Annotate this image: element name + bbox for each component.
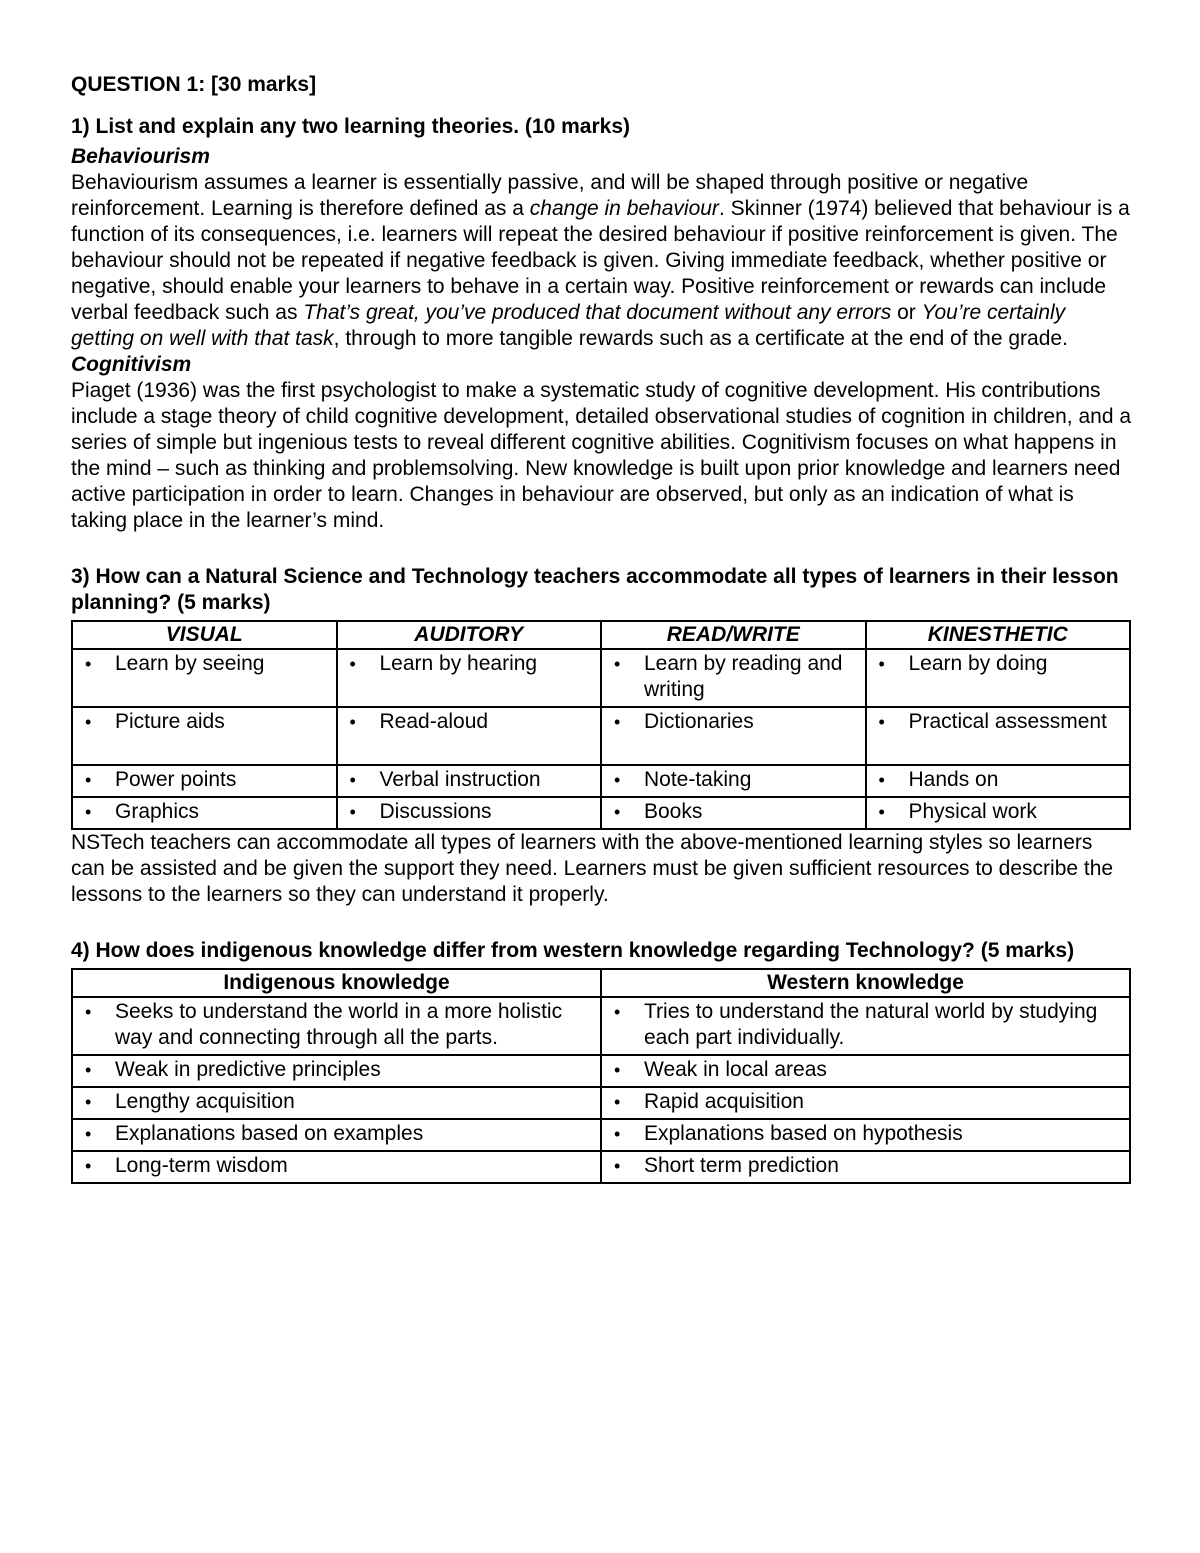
bullet-icon: • (614, 770, 621, 790)
bullet-icon: • (85, 1156, 92, 1176)
cell-text: Discussions (379, 800, 492, 823)
cognitivism-title: Cognitivism (71, 353, 192, 376)
behaviourism-emphasis-2: That’s great, you’ve produced that document without any errors (303, 301, 892, 324)
table-row (72, 997, 1130, 1055)
bullet-icon: • (85, 1124, 92, 1144)
bullet-icon: • (349, 770, 356, 790)
bullet-icon: • (614, 1124, 621, 1144)
spacer (71, 908, 1131, 938)
behaviourism-text-1: Behaviourism assumes a learner is essentially passive, and will be shaped through positive or negative reinforcement. Learning is therefore defined as a (71, 171, 1029, 220)
table-cell (601, 1087, 1130, 1119)
bullet-icon: • (878, 802, 885, 822)
bullet-icon: • (85, 654, 92, 674)
table-cell (72, 1151, 601, 1183)
q3-conclusion: NSTech teachers can accommodate all types of learners with the above-mentioned learning styles so learners can be assisted and be given the support they need. Learners must be given sufficient resources to describe the lessons to the learners so they can understand it properly. (71, 831, 1114, 906)
bullet-icon: • (349, 654, 356, 674)
table-cell (601, 997, 1130, 1055)
bullet-icon: • (349, 712, 356, 732)
q3-heading: 3) How can a Natural Science and Technology teachers accommodate all types of learners in their lesson planning? (5 marks) (71, 565, 1119, 614)
knowledge-header-row (72, 969, 1130, 997)
table-cell (866, 765, 1131, 797)
behaviourism-text-3: or (891, 301, 922, 324)
table-cell (72, 765, 337, 797)
cell-text: Note-taking (644, 768, 752, 791)
bullet-icon: • (614, 654, 621, 674)
table-cell (72, 707, 337, 765)
table-cell (866, 707, 1131, 765)
q4-heading: 4) How does indigenous knowledge differ from western knowledge regarding Technology? (5 marks) (71, 939, 1075, 962)
cell-text: Graphics (115, 800, 200, 823)
cell-text: Picture aids (115, 710, 225, 733)
header-kinesthetic: KINESTHETIC (866, 621, 1131, 649)
table-cell (72, 1119, 601, 1151)
table-cell (72, 797, 337, 829)
question-title: QUESTION 1: [30 marks] (71, 73, 317, 96)
table-row (72, 765, 1130, 797)
cell-text: Verbal instruction (379, 768, 541, 791)
table-cell (72, 1087, 601, 1119)
table-cell (337, 649, 602, 707)
table-row (72, 707, 1130, 765)
learning-styles-table (71, 620, 1131, 830)
cell-text: Explanations based on hypothesis (644, 1122, 963, 1145)
cell-text: Learn by doing (908, 652, 1048, 675)
cell-text: Books (644, 800, 703, 823)
knowledge-comparison-table (71, 968, 1131, 1184)
bullet-icon: • (85, 1060, 92, 1080)
document-content (71, 72, 1131, 1184)
cell-text: Learn by hearing (379, 652, 538, 675)
bullet-icon: • (85, 712, 92, 732)
cell-text: Hands on (908, 768, 999, 791)
cell-text: Practical assessment (908, 710, 1107, 733)
behaviourism-emphasis-1: change in behaviour (529, 197, 719, 220)
table-cell (337, 797, 602, 829)
cell-text: Physical work (908, 800, 1037, 823)
table-cell (601, 765, 866, 797)
learning-styles-header-row (72, 621, 1130, 649)
table-cell (601, 1055, 1130, 1087)
table-row (72, 1119, 1130, 1151)
cell-text: Dictionaries (644, 710, 754, 733)
behaviourism-emphasis-3: You’re certainly getting on well with that task (71, 301, 1066, 350)
cell-text: Power points (115, 768, 237, 791)
behaviourism-text-2: . Skinner (1974) believed that behaviour is a function of its consequences, i.e. learners will repeat the desired behaviour if positive reinforcement is given. The behaviour should not be repeated if negative feedback is given. Giving immediate feedback, whether positive or negative, should enable your learners to behave in a certain way. Positive reinforcement or rewards can include verbal feedback such as (71, 197, 1130, 324)
cell-text: Seeks to understand the world in a more holistic way and connecting through all the parts. (115, 1000, 563, 1049)
cell-text: Weak in local areas (644, 1058, 827, 1081)
table-row (72, 649, 1130, 707)
table-cell (337, 707, 602, 765)
table-cell (866, 797, 1131, 829)
bullet-icon: • (614, 1002, 621, 1022)
table-cell (601, 649, 866, 707)
cell-text: Tries to understand the natural world by studying each part individually. (644, 1000, 1098, 1049)
cell-text: Learn by reading and writing (644, 652, 843, 701)
header-western: Western knowledge (601, 969, 1130, 997)
cell-text: Explanations based on examples (115, 1122, 424, 1145)
bullet-icon: • (614, 1092, 621, 1112)
table-row (72, 1087, 1130, 1119)
bullet-icon: • (614, 802, 621, 822)
bullet-icon: • (614, 712, 621, 732)
table-cell (72, 1055, 601, 1087)
cell-text: Short term prediction (644, 1154, 839, 1177)
table-cell (866, 649, 1131, 707)
bullet-icon: • (349, 802, 356, 822)
bullet-icon: • (878, 770, 885, 790)
header-indigenous: Indigenous knowledge (72, 969, 601, 997)
behaviourism-paragraph (71, 170, 1131, 352)
table-row (72, 797, 1130, 829)
q1-heading: 1) List and explain any two learning theories. (10 marks) (71, 115, 630, 138)
bullet-icon: • (878, 654, 885, 674)
header-auditory: AUDITORY (337, 621, 602, 649)
bullet-icon: • (85, 1092, 92, 1112)
bullet-icon: • (614, 1156, 621, 1176)
table-cell (337, 765, 602, 797)
cell-text: Lengthy acquisition (115, 1090, 295, 1113)
bullet-icon: • (614, 1060, 621, 1080)
cell-text: Long-term wisdom (115, 1154, 288, 1177)
cell-text: Rapid acquisition (644, 1090, 804, 1113)
table-row (72, 1055, 1130, 1087)
cell-text: Weak in predictive principles (115, 1058, 381, 1081)
table-cell (72, 649, 337, 707)
behaviourism-text-4: , through to more tangible rewards such as a certificate at the end of the grade. (333, 327, 1068, 350)
table-cell (72, 997, 601, 1055)
table-cell (601, 707, 866, 765)
header-read-write: READ/WRITE (601, 621, 866, 649)
bullet-icon: • (85, 802, 92, 822)
cognitivism-paragraph: Piaget (1936) was the first psychologist to make a systematic study of cognitive development. His contributions include a stage theory of child cognitive development, detailed observational studies of cognition in children, and a series of simple but ingenious tests to reveal different cognitive abilities. Cognitivism focuses on what happens in the mind – such as thinking and problemsolving. New knowledge is built upon prior knowledge and learners need active participation in order to learn. Changes in behaviour are observed, but only as an indication of what is taking place in the learner’s mind. (71, 379, 1132, 532)
behaviourism-title: Behaviourism (71, 145, 210, 168)
table-cell (601, 1119, 1130, 1151)
bullet-icon: • (85, 770, 92, 790)
table-cell (601, 1151, 1130, 1183)
cell-text: Read-aloud (379, 710, 489, 733)
header-visual: VISUAL (72, 621, 337, 649)
spacer (71, 534, 1131, 564)
cell-text: Learn by seeing (115, 652, 265, 675)
bullet-icon: • (85, 1002, 92, 1022)
table-row (72, 1151, 1130, 1183)
table-cell (601, 797, 866, 829)
bullet-icon: • (878, 712, 885, 732)
